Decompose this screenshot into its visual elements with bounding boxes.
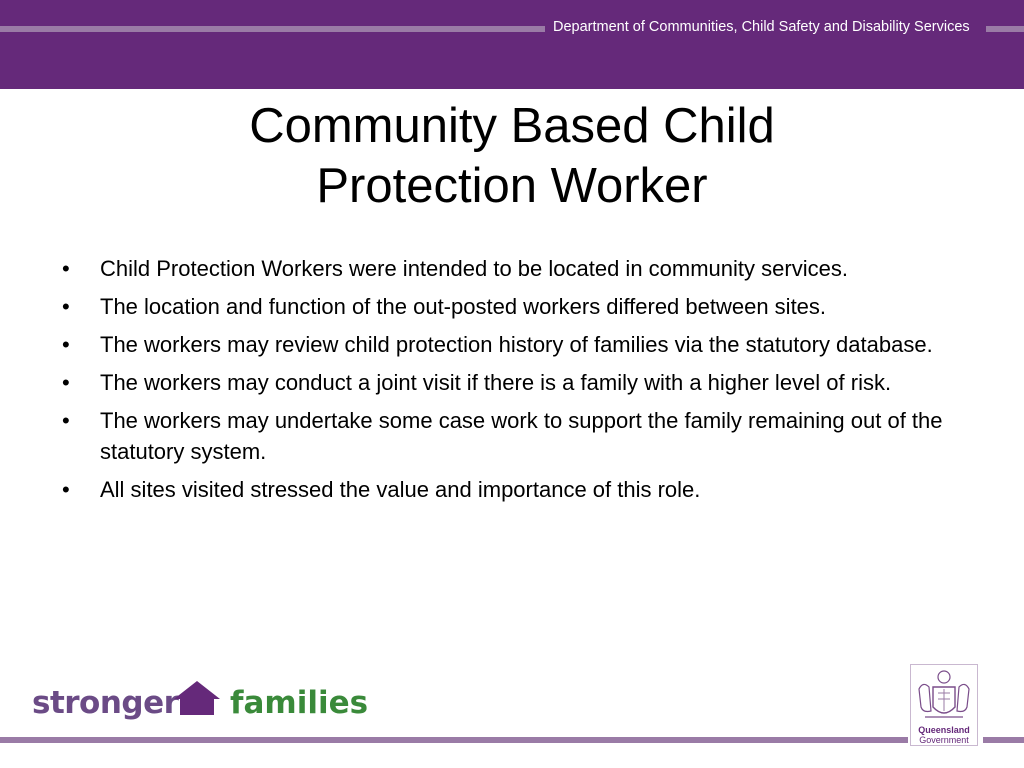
coat-of-arms-icon — [911, 667, 977, 725]
bullet-item — [62, 405, 962, 467]
house-icon — [172, 679, 222, 719]
bullet-list — [62, 253, 962, 512]
footer-divider-left — [0, 737, 908, 743]
header-divider-left — [0, 26, 545, 32]
brand-word-stronger: stronger — [32, 685, 179, 721]
bullet-marker: • — [62, 370, 70, 395]
bullet-item — [62, 474, 962, 505]
slide-title-line-1: Community Based Child — [249, 99, 775, 153]
bullet-marker: • — [62, 294, 70, 319]
bullet-text: The workers may undertake some case work to support the family remaining out of the statutory system. — [100, 408, 943, 464]
department-name: Department of Communities, Child Safety and Disability Services — [553, 19, 970, 35]
bullet-marker: • — [62, 408, 70, 433]
header-band — [0, 0, 1024, 89]
bullet-text: The workers may conduct a joint visit if there is a family with a higher level of risk. — [100, 370, 892, 395]
bullet-marker: • — [62, 332, 70, 357]
bullet-item — [62, 291, 962, 322]
slide-title-line-2: Protection Worker — [316, 159, 708, 213]
footer-divider-right — [983, 737, 1024, 743]
bullet-item — [62, 253, 962, 284]
bullet-text: The location and function of the out-posted workers differed between sites. — [100, 294, 827, 319]
slide-title — [100, 96, 924, 216]
bullet-item — [62, 367, 962, 398]
bullet-text: Child Protection Workers were intended to be located in community services. — [100, 256, 848, 281]
bullet-text: All sites visited stressed the value and importance of this role. — [100, 477, 701, 502]
bullet-marker: • — [62, 477, 70, 502]
stronger-families-logo — [32, 676, 178, 730]
bullet-item — [62, 329, 962, 360]
queensland-government-crest — [910, 664, 978, 746]
crest-label-queensland: Queensland — [918, 725, 970, 735]
header-divider-right — [986, 26, 1024, 32]
bullet-marker: • — [62, 256, 70, 281]
crest-label-government: Government — [919, 735, 969, 745]
brand-word-families: families — [230, 685, 369, 721]
bullet-text: The workers may review child protection history of families via the statutory database. — [100, 332, 933, 357]
brand-word-families-wrap — [230, 676, 368, 730]
